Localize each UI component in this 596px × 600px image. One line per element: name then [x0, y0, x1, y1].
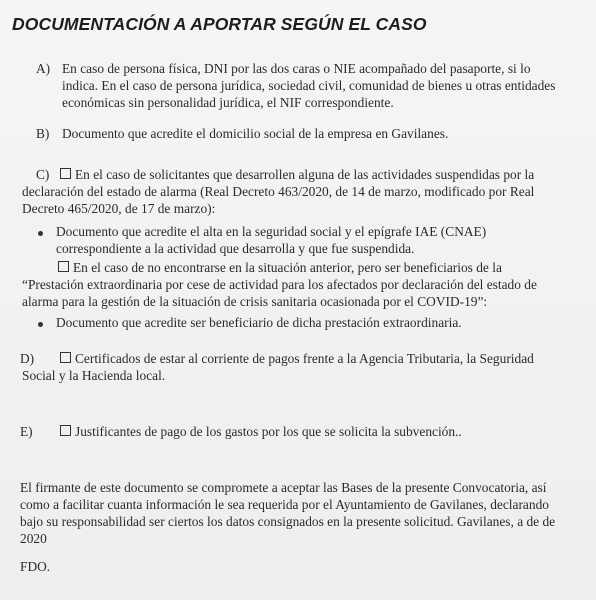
section-c-alt-line-1-text: En el caso de no encontrarse en la situación anterior, pero ser beneficiarios de la — [73, 260, 502, 275]
bullet-1-line-2: correspondiente a la actividad que desarrolla y que fue suspendida. — [56, 241, 415, 256]
declaration-line-4: 2020 — [20, 531, 47, 546]
signature-label: FDO. — [20, 559, 51, 574]
section-b-text: Documento que acredite el domicilio social de la empresa en Gavilanes. — [62, 126, 449, 141]
section-e-text: Justificantes de pago de los gastos por los que se solicita la subvención.. — [75, 424, 462, 439]
declaration-line-2: como a facilitar cuanta información le sea requerida por el Ayuntamiento de Gavilanes, declarando — [20, 497, 549, 512]
section-d-line-2: Social y la Hacienda local. — [22, 368, 166, 383]
section-a-line-3: económicas sin personalidad jurídica, el NIF correspondiente. — [62, 95, 394, 110]
section-c-alt-line-2: “Prestación extraordinaria por cese de actividad para los afectados por declaración del estado de — [22, 277, 537, 292]
section-c-alt-line-1 — [58, 260, 502, 277]
checkbox-e[interactable] — [60, 425, 71, 436]
bullet-dot-2 — [38, 322, 43, 327]
section-c-line-3: Decreto 465/2020, de 17 de marzo): — [22, 201, 216, 216]
declaration-line-1: El firmante de este documento se compromete a aceptar las Bases de la presente Convocatoria, así — [20, 480, 547, 495]
section-d-marker: D) — [20, 351, 35, 366]
section-d-line-1-text: Certificados de estar al corriente de pagos frente a la Agencia Tributaria, la Seguridad — [75, 351, 534, 366]
declaration-line-3: bajo su responsabilidad ser ciertos los datos consignados en la presente solicitud. Gavilanes, a de de — [20, 514, 556, 529]
section-a-marker: A) — [36, 61, 51, 76]
checkbox-c-alt[interactable] — [58, 261, 69, 272]
section-c-line-1-text: En el caso de solicitantes que desarrollen alguna de las actividades suspendidas por la — [75, 167, 535, 182]
section-a-line-2: indica. En el caso de persona jurídica, sociedad civil, comunidad de bienes u otras entidades — [62, 78, 556, 93]
page-title: DOCUMENTACIÓN A APORTAR SEGÚN EL CASO — [12, 14, 427, 34]
bullet-1-line-1: Documento que acredite el alta en la seguridad social y el epígrafe IAE (CNAE) — [56, 224, 487, 239]
section-c-line-1 — [60, 167, 534, 184]
checkbox-c[interactable] — [60, 168, 71, 179]
section-d-line-1 — [60, 351, 534, 368]
section-b-marker: B) — [36, 126, 50, 141]
bullet-2-text: Documento que acredite ser beneficiario de dicha prestación extraordinaria. — [56, 315, 462, 330]
bullet-dot-1 — [38, 231, 43, 236]
section-c-alt-line-3: alarma para la gestión de la situación de crisis sanitaria ocasionada por el COVID-19”: — [22, 294, 488, 309]
section-a-line-1: En caso de persona física, DNI por las dos caras o NIE acompañado del pasaporte, si lo — [62, 61, 531, 76]
checkbox-d[interactable] — [60, 352, 71, 363]
section-e-marker: E) — [20, 424, 33, 439]
section-c-line-2: declaración del estado de alarma (Real Decreto 463/2020, de 14 de marzo, modificado por Real — [22, 184, 535, 199]
section-c-marker: C) — [36, 167, 50, 182]
section-e-line — [60, 424, 462, 441]
